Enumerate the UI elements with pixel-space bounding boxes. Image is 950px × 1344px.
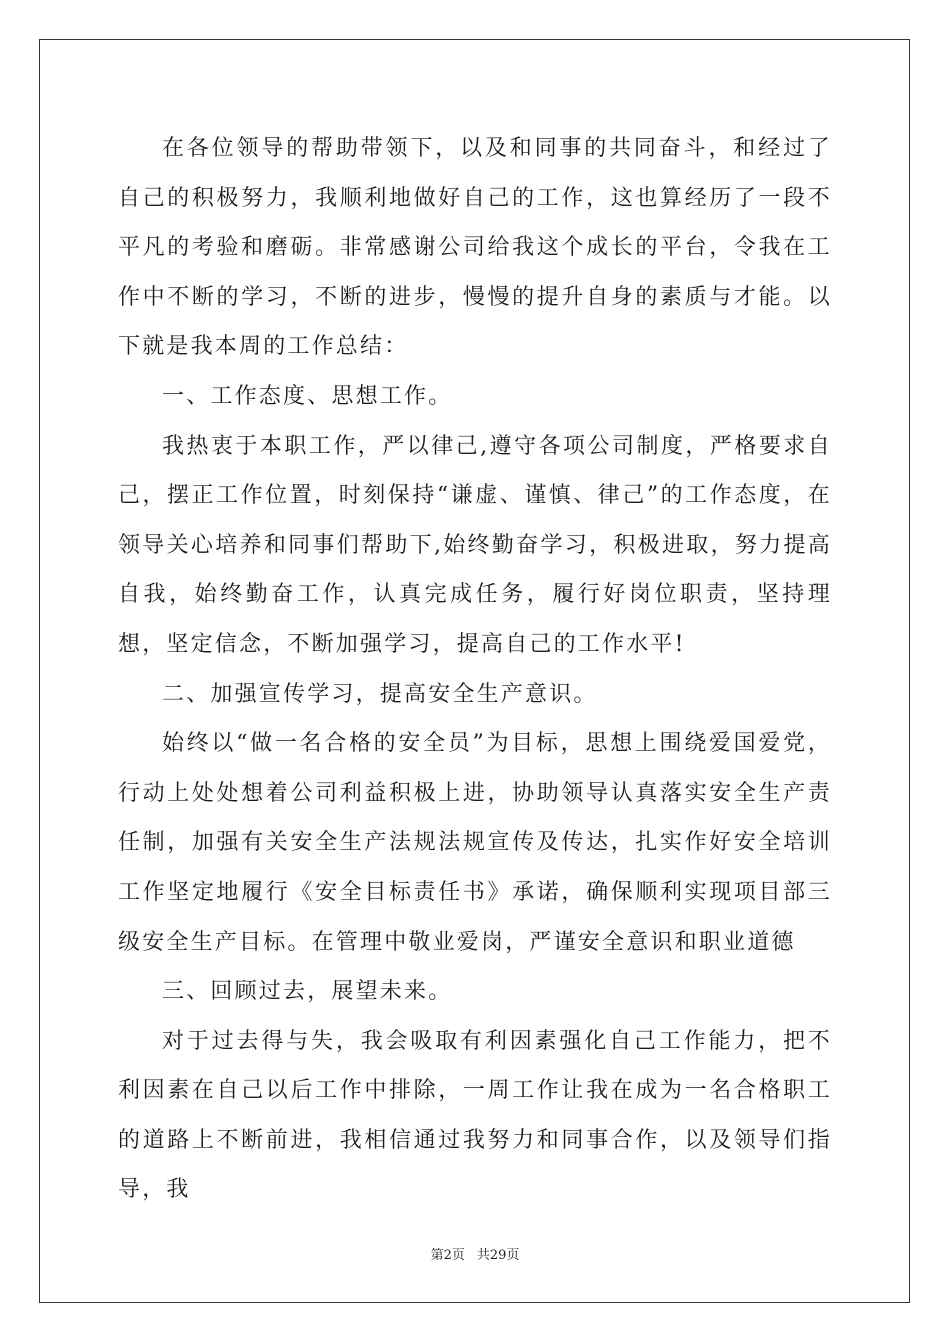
intro-paragraph: 在各位领导的帮助带领下，以及和同事的共同奋斗，和经过了自己的积极努力，我顺利地做好自己的工作，这也算经历了一段不平凡的考验和磨砺。非常感谢公司给我这个成长的平台，令我在工作中不断的学习，不断的进步，慢慢的提升自身的素质与才能。以下就是我本周的工作总结：	[118, 136, 832, 360]
section-paragraph-1: 我热衷于本职工作，严以律己,遵守各项公司制度，严格要求自己，摆正工作位置，时刻保持“谦虚、谨慎、律己”的工作态度，在领导关心培养和同事们帮助下,始终勤奋学习，积极进取，努力提高自我，始终勤奋工作，认真完成任务，履行好岗位职责，坚持理想，坚定信念，不断加强学习，提高自己的工作水平!	[118, 433, 832, 657]
section-heading-1: 一、工作态度、思想工作。	[162, 383, 453, 409]
page-total: 共29页	[476, 1248, 520, 1263]
page-number: 第2页	[430, 1248, 465, 1263]
document-body	[118, 124, 832, 1215]
section-heading-2: 二、加强宣传学习，提高安全生产意识。	[162, 681, 598, 707]
section-heading-3: 三、回顾过去，展望未来。	[162, 979, 453, 1005]
section-paragraph-2: 始终以“做一名合格的安全员”为目标，思想上围绕爱国爱党，行动上处处想着公司利益积极上进，协助领导认真落实安全生产责任制，加强有关安全生产法规法规宣传及传达，扎实作好安全培训工作坚定地履行《安全目标责任书》承诺，确保顺利实现项目部三级安全生产目标。在管理中敬业爱岗，严谨安全意识和职业道德	[118, 731, 832, 955]
section-paragraph-3: 对于过去得与失，我会吸取有利因素强化自己工作能力，把不利因素在自己以后工作中排除，一周工作让我在成为一名合格职工的道路上不断前进，我相信通过我努力和同事合作，以及领导们指导，我	[118, 1028, 832, 1203]
page-footer	[0, 1247, 950, 1265]
